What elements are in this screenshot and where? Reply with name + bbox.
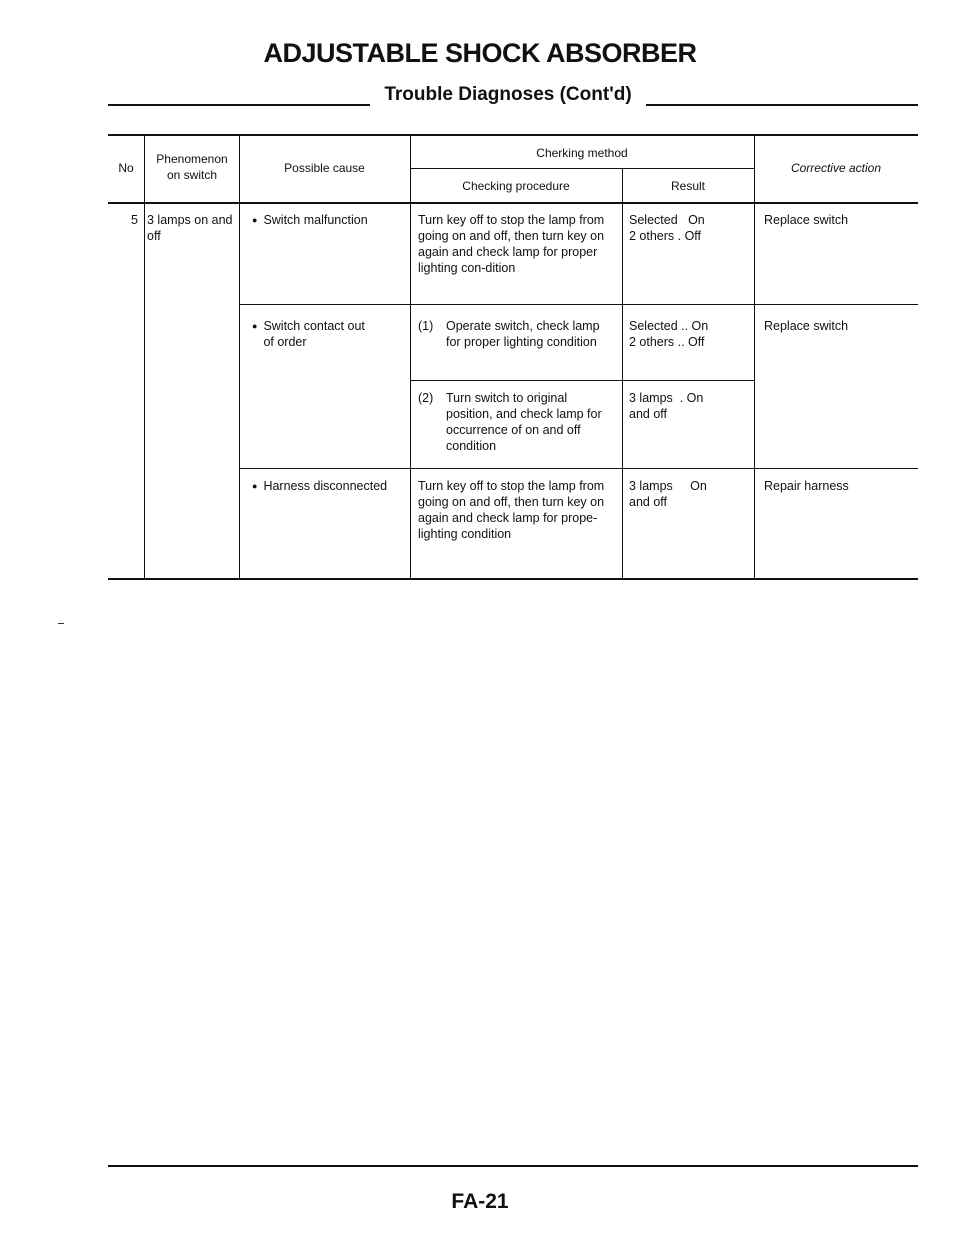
step-divider	[410, 380, 754, 381]
page-number: FA-21	[451, 1190, 509, 1213]
heading-rule-right	[646, 104, 918, 106]
col-divider-cause	[410, 134, 411, 580]
header-bottom-border	[108, 202, 918, 204]
checking-procedure-1: Turn key off to stop the lamp from going on and off, then turn key on again and check lamp for proper lighting con-dition	[418, 213, 605, 275]
footer-rule	[108, 1165, 918, 1167]
header-phenomenon: Phenomenon on switch	[156, 152, 228, 182]
corrective-action-2: Replace switch	[764, 319, 849, 333]
phenomenon-text: 3 lamps on and off	[147, 213, 233, 243]
checking-procedure-3: Turn key off to stop the lamp from going on and off, then turn key on again and check lamp for prope- lighting condition	[418, 479, 605, 541]
table-bottom-border	[108, 578, 918, 580]
group-divider-1	[239, 304, 918, 305]
result-1-line2: 2 others . Off	[629, 229, 702, 243]
col-divider-phenomenon	[239, 134, 240, 580]
col-divider-procedure	[622, 168, 623, 580]
method-subheader-divider	[410, 168, 754, 169]
possible-cause-2	[252, 318, 408, 350]
result-1-line1: Selected On	[629, 213, 705, 227]
stray-dash-mark	[58, 623, 64, 624]
corrective-action-3: Repair harness	[764, 479, 849, 493]
table-top-border	[108, 134, 918, 136]
section-subtitle: Trouble Diagnoses (Cont'd)	[384, 84, 632, 105]
header-checking-procedure: Checking procedure	[462, 179, 570, 193]
possible-cause-3: ● Harness disconnected	[252, 478, 408, 495]
result-2-line1: Selected .. On	[629, 319, 709, 333]
col-divider-result	[754, 134, 755, 580]
checking-procedure-2-step-2: Turn switch to original position, and check lamp for occurrence of on and off condition	[446, 391, 602, 453]
col-divider-no	[144, 134, 145, 580]
header-possible-cause: Possible cause	[284, 161, 365, 175]
section-heading	[108, 80, 918, 110]
header-result: Result	[670, 179, 705, 193]
corrective-action-1: Replace switch	[764, 213, 849, 227]
heading-rule-left	[108, 104, 370, 106]
header-checking-method: Cherking method	[536, 146, 628, 160]
possible-cause-2-text: Switch contact out of order	[263, 319, 365, 349]
result-3-line1: 3 lamps . On	[629, 391, 704, 405]
group-divider-2	[239, 468, 918, 469]
header-no: No	[118, 161, 134, 175]
result-4-line1: 3 lamps On	[629, 479, 707, 493]
result-4-line2: and off	[629, 495, 668, 509]
result-2-line2: 2 others .. Off	[629, 335, 705, 349]
page-title: ADJUSTABLE SHOCK ABSORBER	[263, 38, 697, 68]
checking-procedure-2-step-1: Operate switch, check lamp for proper lighting condition	[446, 319, 600, 349]
possible-cause-1: ● Switch malfunction	[252, 212, 408, 229]
procedure-step-2-number: (2)	[418, 391, 434, 405]
trouble-diagnoses-table	[108, 134, 918, 580]
procedure-step-1-number: (1)	[418, 319, 434, 333]
row-number: 5	[131, 213, 138, 227]
header-corrective-action: Corrective action	[790, 161, 882, 175]
result-3-line2: and off	[629, 407, 668, 421]
